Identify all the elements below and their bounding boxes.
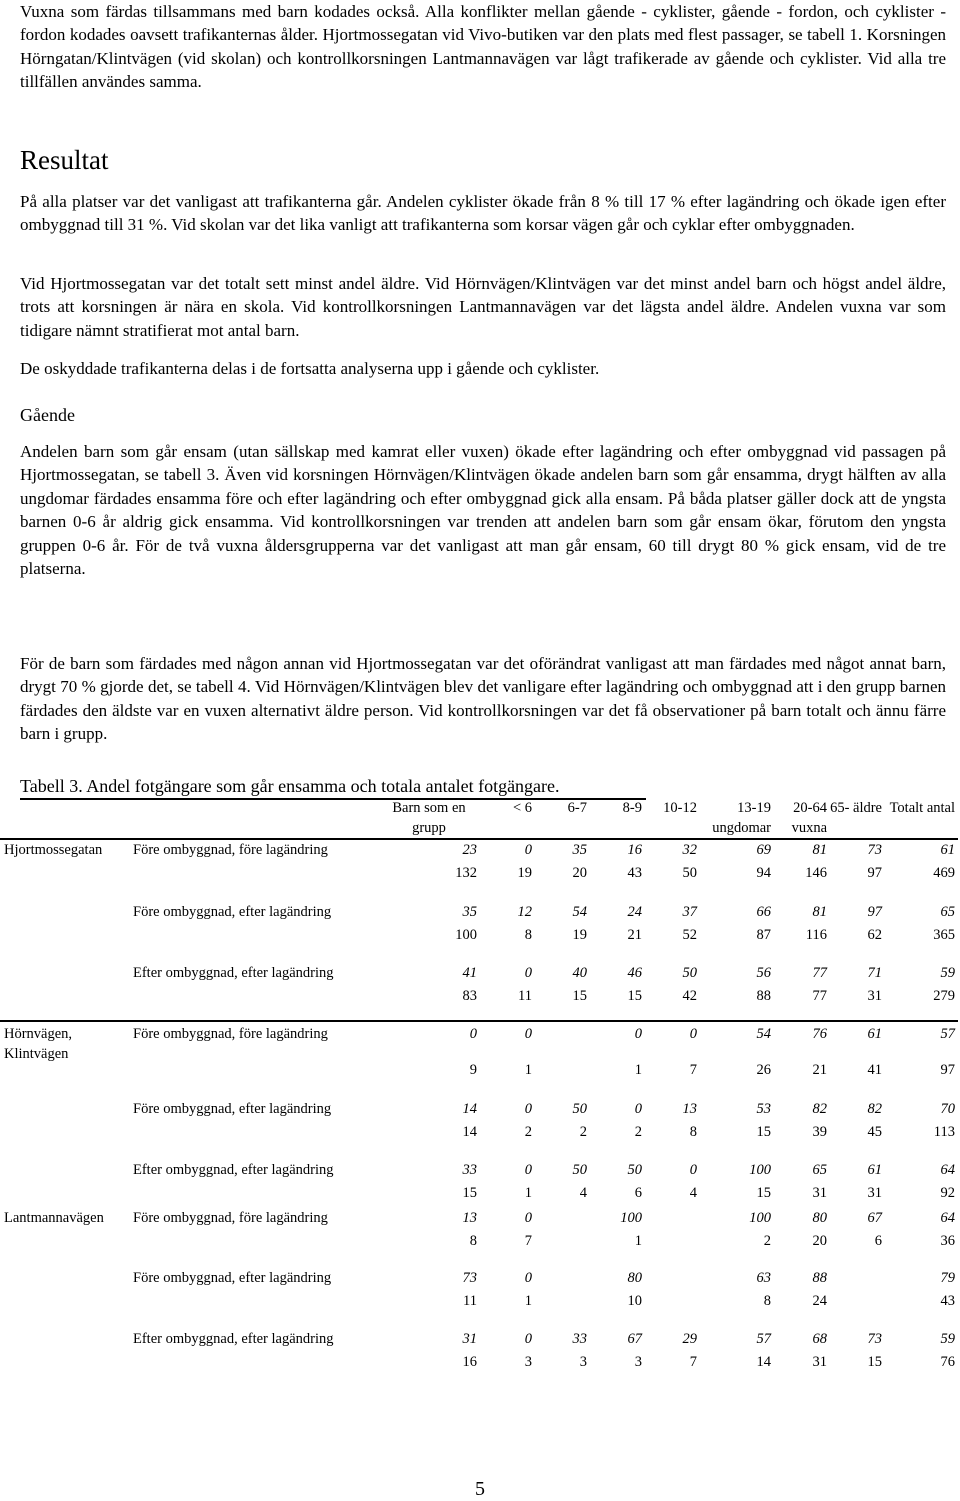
count-value: 97 (867, 865, 882, 881)
percent-value: 73 (462, 1270, 477, 1286)
count-value: 62 (867, 927, 882, 943)
column-header: 65- äldre (830, 800, 882, 816)
percent-value: 61 (867, 1026, 882, 1042)
percent-value: 73 (867, 842, 882, 858)
percent-value: 16 (627, 842, 642, 858)
percent-value: 12 (517, 904, 532, 920)
count-value: 113 (933, 1124, 955, 1140)
count-value: 8 (469, 1233, 477, 1249)
percent-value: 73 (867, 1331, 882, 1347)
count-value: 31 (867, 1185, 882, 1201)
column-header: 8-9 (622, 800, 642, 816)
percent-value: 35 (462, 904, 477, 920)
count-value: 19 (572, 927, 587, 943)
percent-value: 100 (749, 1162, 771, 1178)
period-label: Före ombyggnad, efter lagändring (133, 1270, 332, 1286)
count-value: 45 (867, 1124, 882, 1140)
paragraph-gaende-2: För de barn som färdades med någon annan vid Hjortmossegatan var det oförändrat vanligast att man färdades med något annat barn, drygt 70 % gjorde det, se tabell 4. Vid Hörnvägen/Klintvägen blev det vanligare efter lagändring och ombyggnad att i den grupp barnen färdades den äldste var en vuxen alternativt äldre person. Vid kontrollkorsningen var det få observationer på barn totalt och ännu färre barn i grupp. (20, 654, 946, 744)
count-value: 36 (940, 1233, 955, 1249)
count-value: 15 (572, 988, 587, 1004)
heading-gaende: Gående (20, 405, 75, 425)
percent-value: 80 (812, 1210, 827, 1226)
paragraph-gaende-1: Andelen barn som går ensam (utan sällskap med kamrat eller vuxen) ökade efter lagändring och efter ombyggnad vid passagen på Hjortmossegatan, se tabell 3. Även vid korsningen Hörnvägen/Klintvägen ökade andelen barn som går ensamma, drygt hälften av alla ungdomar färdades ensamma före och efter lagändring och efter ombyggnad gick alla ensam. På båda platser gäller dock att de yngsta barnen 0-6 år aldrig gick ensamma. Vid kontrollkorsningen var trenden att andelen barn som går ensam ökar, förutom den yngsta gruppen 0-6 år. För de två vuxna åldersgrupperna var det vanligast att man går ensam, 60 till drygt 80 % gick ensam, vid de tre platserna. (20, 442, 946, 579)
percent-value: 57 (940, 1026, 955, 1042)
column-header: Totalt antal (889, 800, 955, 816)
percent-value: 79 (940, 1270, 955, 1286)
count-value: 21 (627, 927, 642, 943)
count-value: 3 (634, 1354, 642, 1370)
count-value: 20 (572, 865, 587, 881)
count-value: 20 (812, 1233, 827, 1249)
percent-value: 100 (620, 1210, 642, 1226)
count-value: 16 (462, 1354, 477, 1370)
count-value: 15 (756, 1185, 771, 1201)
percent-value: 63 (756, 1270, 771, 1286)
count-value: 50 (682, 865, 697, 881)
count-value: 2 (634, 1124, 642, 1140)
count-value: 1 (634, 1233, 642, 1249)
percent-value: 23 (462, 842, 477, 858)
percent-value: 37 (682, 904, 697, 920)
percent-value: 56 (756, 965, 771, 981)
percent-value: 0 (689, 1162, 697, 1178)
percent-value: 13 (462, 1210, 477, 1226)
count-value: 2 (763, 1233, 771, 1249)
count-value: 92 (940, 1185, 955, 1201)
period-label: Före ombyggnad, före lagändring (133, 1026, 328, 1042)
count-value: 97 (940, 1062, 955, 1078)
count-value: 39 (812, 1124, 827, 1140)
heading-resultat: Resultat (20, 145, 109, 175)
percent-value: 50 (682, 965, 697, 981)
percent-value: 71 (867, 965, 882, 981)
percent-value: 65 (812, 1162, 827, 1178)
percent-value: 35 (572, 842, 587, 858)
percent-value: 50 (627, 1162, 642, 1178)
count-value: 3 (579, 1354, 587, 1370)
percent-value: 80 (627, 1270, 642, 1286)
count-value: 116 (805, 927, 827, 943)
percent-value: 61 (940, 842, 955, 858)
percent-value: 88 (812, 1270, 827, 1286)
count-value: 52 (682, 927, 697, 943)
count-value: 26 (756, 1062, 771, 1078)
table-3 (0, 798, 960, 1378)
count-value: 7 (524, 1233, 532, 1249)
count-value: 11 (518, 988, 532, 1004)
percent-value: 0 (524, 1210, 532, 1226)
percent-value: 67 (627, 1331, 642, 1347)
percent-value: 50 (572, 1162, 587, 1178)
percent-value: 33 (572, 1331, 587, 1347)
count-value: 10 (627, 1293, 642, 1309)
count-value: 7 (689, 1062, 697, 1078)
percent-value: 69 (756, 842, 771, 858)
percent-value: 14 (462, 1101, 477, 1117)
count-value: 83 (462, 988, 477, 1004)
count-value: 1 (524, 1062, 532, 1078)
paragraph-resultat-3: De oskyddade trafikanterna delas i de fortsatta analyserna upp i gående och cyklister. (20, 359, 600, 378)
column-header: 20-64 vuxna (791, 800, 827, 836)
period-label: Före ombyggnad, före lagändring (133, 1210, 328, 1226)
count-value: 43 (940, 1293, 955, 1309)
percent-value: 59 (940, 1331, 955, 1347)
period-label: Före ombyggnad, efter lagändring (133, 1101, 332, 1117)
count-value: 7 (689, 1354, 697, 1370)
percent-value: 0 (524, 1162, 532, 1178)
paragraph-resultat-2: Vid Hjortmossegatan var det totalt sett minst andel äldre. Vid Hörnvägen/Klintvägen var det minst andel barn och högst andel äldre, trots att korsningen är nära en skola. Vid kontrollkorsningen Lantmannavägen var det lägsta andel äldre. Andelen vuxna var som tidigare nämnt stratifierat mot antal barn. (20, 274, 946, 340)
count-value: 9 (469, 1062, 477, 1078)
count-value: 77 (812, 988, 827, 1004)
percent-value: 13 (682, 1101, 697, 1117)
percent-value: 0 (524, 842, 532, 858)
percent-value: 29 (682, 1331, 697, 1347)
count-value: 4 (689, 1185, 697, 1201)
count-value: 31 (812, 1354, 827, 1370)
percent-value: 0 (469, 1026, 477, 1042)
period-label: Efter ombyggnad, efter lagändring (133, 1162, 334, 1178)
count-value: 469 (933, 865, 955, 881)
location-name: Hörnvägen, Klintvägen (4, 1026, 73, 1062)
percent-value: 64 (940, 1210, 955, 1226)
percent-value: 64 (940, 1162, 955, 1178)
location-name: Hjortmossegatan (4, 842, 103, 858)
percent-value: 76 (812, 1026, 827, 1042)
percent-value: 81 (812, 842, 827, 858)
count-value: 8 (524, 927, 532, 943)
period-label: Före ombyggnad, efter lagändring (133, 904, 332, 920)
count-value: 94 (756, 865, 771, 881)
percent-value: 67 (867, 1210, 882, 1226)
percent-value: 46 (627, 965, 642, 981)
count-value: 6 (874, 1233, 882, 1249)
percent-value: 61 (867, 1162, 882, 1178)
percent-value: 41 (462, 965, 477, 981)
count-value: 88 (756, 988, 771, 1004)
count-value: 14 (756, 1354, 771, 1370)
period-label: Efter ombyggnad, efter lagändring (133, 1331, 334, 1347)
percent-value: 32 (682, 842, 697, 858)
count-value: 21 (812, 1062, 827, 1078)
count-value: 8 (689, 1124, 697, 1140)
percent-value: 0 (524, 1101, 532, 1117)
count-value: 19 (517, 865, 532, 881)
count-value: 1 (524, 1293, 532, 1309)
percent-value: 68 (812, 1331, 827, 1347)
count-value: 8 (763, 1293, 771, 1309)
count-value: 6 (634, 1185, 642, 1201)
count-value: 1 (634, 1062, 642, 1078)
percent-value: 0 (524, 965, 532, 981)
count-value: 31 (812, 1185, 827, 1201)
column-header: < 6 (512, 800, 532, 816)
count-value: 15 (627, 988, 642, 1004)
count-value: 4 (579, 1185, 587, 1201)
percent-value: 77 (812, 965, 827, 981)
percent-value: 81 (812, 904, 827, 920)
percent-value: 0 (524, 1026, 532, 1042)
percent-value: 82 (812, 1101, 827, 1117)
count-value: 43 (627, 865, 642, 881)
count-value: 15 (756, 1124, 771, 1140)
count-value: 15 (867, 1354, 882, 1370)
column-header: 6-7 (567, 800, 587, 816)
count-value: 41 (867, 1062, 882, 1078)
count-value: 87 (756, 927, 771, 943)
table-caption: Tabell 3. Andel fotgängare som går ensamma och totala antalet fotgängare. (20, 774, 646, 800)
percent-value: 0 (634, 1101, 642, 1117)
column-header: 10-12 (663, 800, 697, 816)
percent-value: 97 (867, 904, 882, 920)
count-value: 100 (455, 927, 477, 943)
count-value: 1 (524, 1185, 532, 1201)
page-number: 5 (475, 1478, 485, 1500)
paragraph-intro: Vuxna som färdas tillsammans med barn kodades också. Alla konflikter mellan gående - cyklister, gående - fordon, och cyklister - fordon kodades oavsett trafikanternas ålder. Hjortmossegatan vid Vivo-butiken var den plats med flest passager, se tabell 1. Korsningen Hörngatan/Klintvägen (vid skolan) och kontrollkorsningen Lantmannavägen var lågt trafikerade av gående och cyklister. Vid alla tre tillfällen användes samma. (20, 2, 946, 92)
percent-value: 0 (524, 1331, 532, 1347)
count-value: 76 (940, 1354, 955, 1370)
count-value: 14 (462, 1124, 477, 1140)
percent-value: 54 (756, 1026, 771, 1042)
percent-value: 70 (940, 1101, 955, 1117)
percent-value: 0 (689, 1026, 697, 1042)
period-label: Efter ombyggnad, efter lagändring (133, 965, 334, 981)
percent-value: 54 (572, 904, 587, 920)
count-value: 11 (463, 1293, 477, 1309)
percent-value: 66 (756, 904, 771, 920)
percent-value: 59 (940, 965, 955, 981)
count-value: 15 (462, 1185, 477, 1201)
count-value: 146 (805, 865, 827, 881)
period-label: Före ombyggnad, före lagändring (133, 842, 328, 858)
percent-value: 82 (867, 1101, 882, 1117)
count-value: 3 (524, 1354, 532, 1370)
count-value: 2 (524, 1124, 532, 1140)
count-value: 279 (933, 988, 955, 1004)
column-header: 13-19 ungdomar (712, 800, 771, 836)
percent-value: 57 (756, 1331, 771, 1347)
count-value: 31 (867, 988, 882, 1004)
location-rule (0, 1020, 958, 1022)
count-value: 132 (455, 865, 477, 881)
paragraph-resultat-1: På alla platser var det vanligast att trafikanterna går. Andelen cyklister ökade från 8 % till 17 % efter lagändring och ökade igen efter ombyggnad till 31 %. Vid skolan var det lika vanligt att trafikanterna som korsar vägen går och cyklar efter ombyggnaden. (20, 192, 946, 235)
percent-value: 50 (572, 1101, 587, 1117)
count-value: 365 (933, 927, 955, 943)
percent-value: 24 (627, 904, 642, 920)
location-name: Lantmannavägen (4, 1210, 104, 1226)
percent-value: 33 (462, 1162, 477, 1178)
percent-value: 100 (749, 1210, 771, 1226)
percent-value: 31 (462, 1331, 477, 1347)
percent-value: 65 (940, 904, 955, 920)
count-value: 24 (812, 1293, 827, 1309)
count-value: 42 (682, 988, 697, 1004)
column-header: Barn som en grupp (392, 800, 466, 836)
percent-value: 0 (634, 1026, 642, 1042)
percent-value: 53 (756, 1101, 771, 1117)
percent-value: 40 (572, 965, 587, 981)
count-value: 2 (579, 1124, 587, 1140)
percent-value: 0 (524, 1270, 532, 1286)
